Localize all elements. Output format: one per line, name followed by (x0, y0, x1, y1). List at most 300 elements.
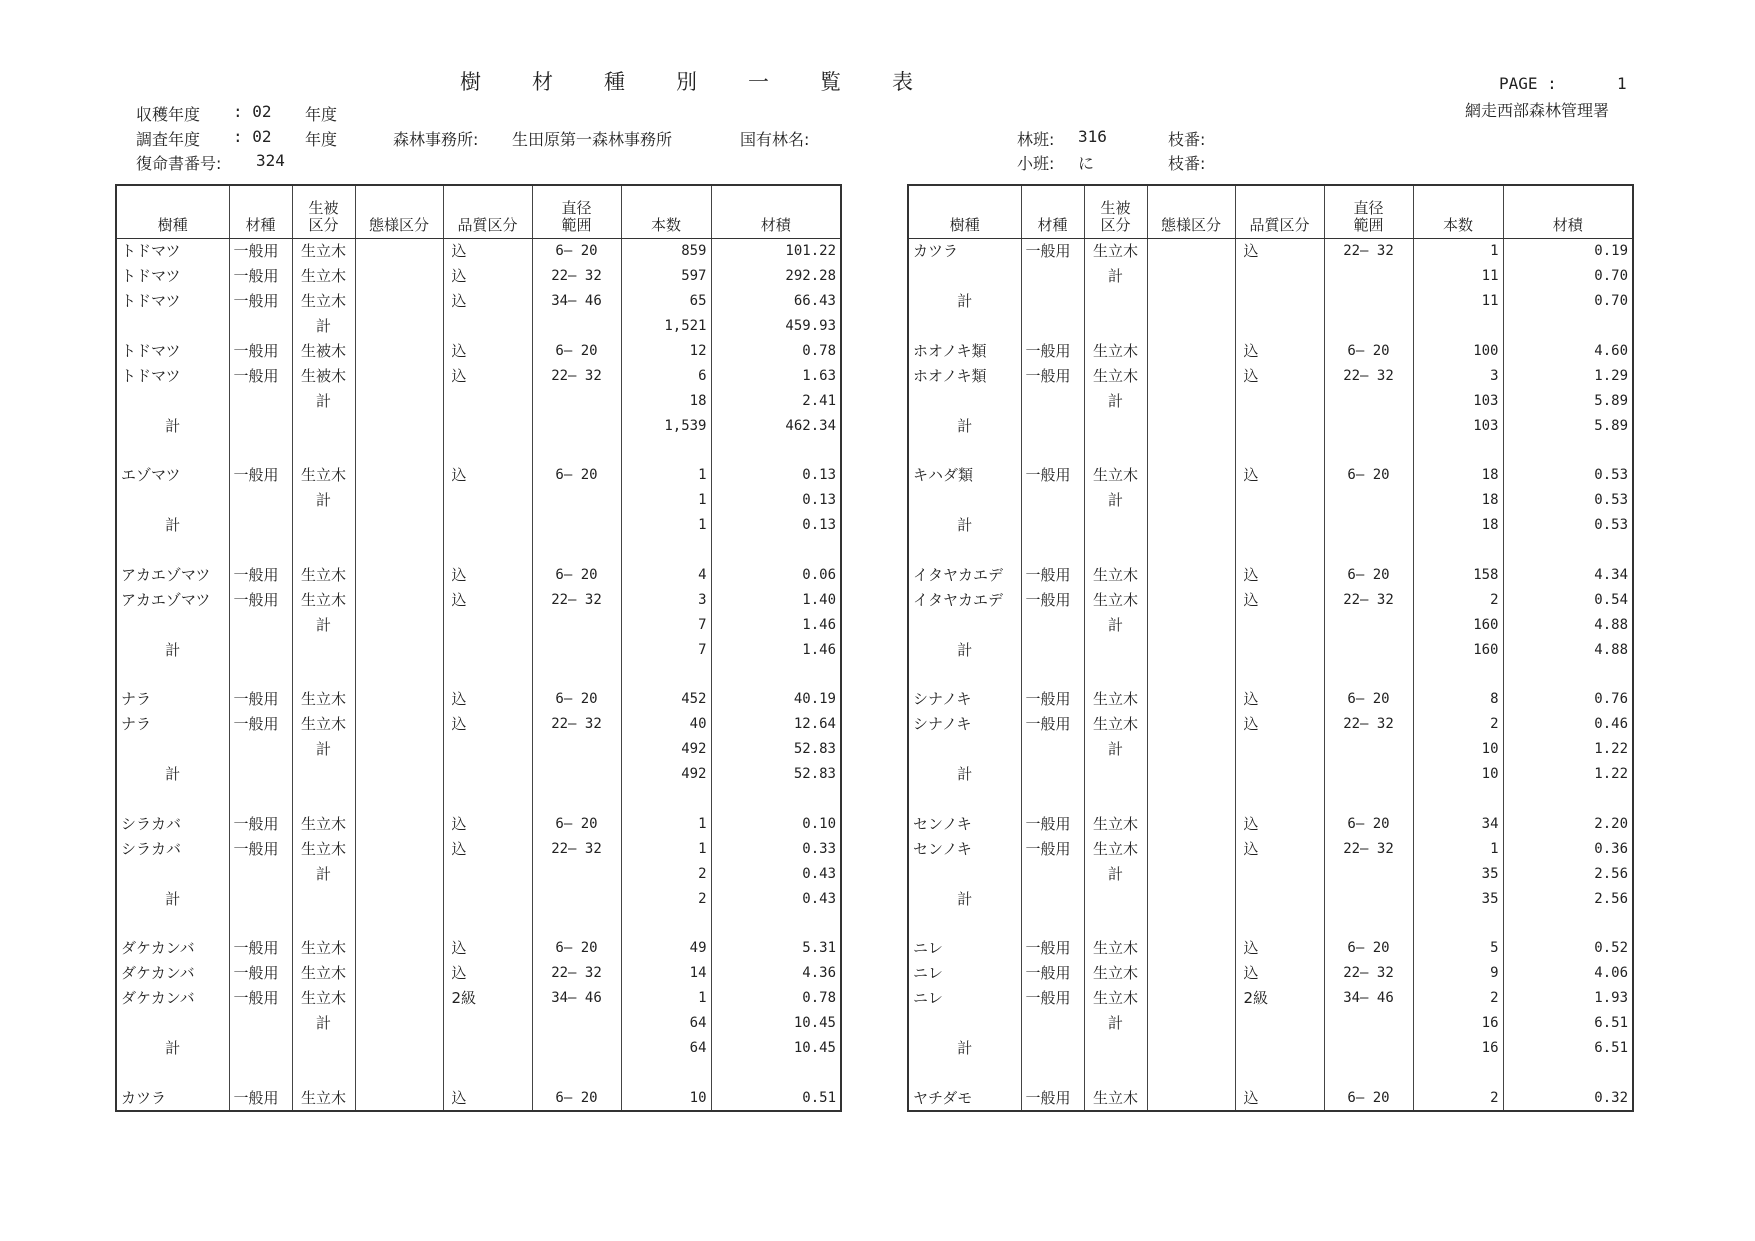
cell-species (908, 438, 1021, 463)
cell-count (1413, 662, 1503, 687)
cell-diameter: 6— 20 (532, 239, 621, 264)
cell-quality: 込 (443, 289, 532, 314)
cell-count (1413, 314, 1503, 339)
cell-status: 計 (1084, 388, 1147, 413)
cell-count: 18 (1413, 488, 1503, 513)
cell-status: 計 (292, 612, 355, 637)
cell-count: 1 (621, 836, 711, 861)
cell-status: 生立木 (292, 289, 355, 314)
cell-material (229, 488, 292, 513)
cell-species: 計 (908, 886, 1021, 911)
cell-form (1147, 289, 1235, 314)
cell-form (355, 1060, 443, 1085)
cell-status (1084, 662, 1147, 687)
cell-diameter: 6— 20 (532, 463, 621, 488)
cell-quality (1235, 1060, 1324, 1085)
cell-status: 生立木 (1084, 587, 1147, 612)
office-name: 網走西部森林管理署 (1465, 101, 1610, 120)
cell-diameter (1324, 612, 1413, 637)
cell-quality (443, 612, 532, 637)
cell-quality: 込 (1235, 339, 1324, 364)
cell-status: 生立木 (1084, 712, 1147, 737)
cell-quality (443, 388, 532, 413)
cell-form (1147, 1060, 1235, 1085)
cell-status (1084, 787, 1147, 812)
table-row (116, 612, 841, 637)
cell-diameter: 6— 20 (532, 811, 621, 836)
table-row (908, 1011, 1633, 1036)
cell-form (1147, 463, 1235, 488)
table-row (116, 538, 841, 563)
cell-form (1147, 587, 1235, 612)
cell-quality: 込 (443, 339, 532, 364)
cell-quality (1235, 513, 1324, 538)
cell-volume: 0.52 (1503, 936, 1633, 961)
cell-count: 4 (621, 563, 711, 588)
cell-count: 8 (1413, 687, 1503, 712)
cell-count: 597 (621, 264, 711, 289)
cell-quality (1235, 886, 1324, 911)
table-row (908, 264, 1633, 289)
cell-form (1147, 911, 1235, 936)
cell-form (355, 1085, 443, 1111)
cell-volume: 0.78 (711, 986, 841, 1011)
cell-volume (1503, 438, 1633, 463)
cell-status: 計 (1084, 264, 1147, 289)
cell-diameter: 22— 32 (532, 712, 621, 737)
cell-diameter: 6— 20 (1324, 563, 1413, 588)
cell-species: トドマツ (116, 264, 229, 289)
cell-status (292, 762, 355, 787)
cell-status (292, 413, 355, 438)
cell-count: 35 (1413, 861, 1503, 886)
cell-status (1084, 289, 1147, 314)
cell-species (908, 737, 1021, 762)
col-diameter-line1: 直径 (1353, 199, 1384, 217)
cell-count: 18 (1413, 513, 1503, 538)
cell-quality: 込 (1235, 1085, 1324, 1111)
cell-form (355, 264, 443, 289)
cell-count: 100 (1413, 339, 1503, 364)
cell-volume: 0.76 (1503, 687, 1633, 712)
cell-diameter (1324, 314, 1413, 339)
cell-quality: 込 (1235, 712, 1324, 737)
cell-form (355, 861, 443, 886)
cell-species: イタヤカエデ (908, 563, 1021, 588)
cell-diameter: 6— 20 (1324, 463, 1413, 488)
cell-volume: 1.46 (711, 637, 841, 662)
cell-diameter (1324, 662, 1413, 687)
cell-species: トドマツ (116, 363, 229, 388)
cell-material (1021, 861, 1084, 886)
cell-volume: 0.43 (711, 886, 841, 911)
cell-material: 一般用 (1021, 687, 1084, 712)
cell-volume (1503, 538, 1633, 563)
cell-species (116, 787, 229, 812)
cell-status (292, 637, 355, 662)
table-row (116, 836, 841, 861)
cell-status (292, 438, 355, 463)
table-row (116, 936, 841, 961)
cell-status: 生立木 (292, 687, 355, 712)
cell-material (229, 314, 292, 339)
cell-volume (711, 911, 841, 936)
cell-form (1147, 687, 1235, 712)
cell-material (1021, 388, 1084, 413)
cell-form (355, 339, 443, 364)
table-row (908, 836, 1633, 861)
cell-form (355, 1011, 443, 1036)
cell-species (908, 264, 1021, 289)
cell-diameter: 22— 32 (532, 587, 621, 612)
cell-form (355, 936, 443, 961)
cell-material: 一般用 (229, 339, 292, 364)
cell-volume: 10.45 (711, 1011, 841, 1036)
sub-group-value: に (1078, 154, 1095, 173)
cell-volume: 459.93 (711, 314, 841, 339)
cell-diameter (1324, 538, 1413, 563)
cell-form (355, 836, 443, 861)
cell-quality: 込 (443, 687, 532, 712)
cell-volume: 5.89 (1503, 413, 1633, 438)
table-row (116, 563, 841, 588)
cell-status (292, 538, 355, 563)
cell-volume: 6.51 (1503, 1036, 1633, 1061)
cell-quality: 込 (1235, 961, 1324, 986)
cell-form (355, 587, 443, 612)
cell-diameter (1324, 1036, 1413, 1061)
report-title (460, 66, 964, 96)
col-status (1084, 185, 1147, 239)
cell-volume (711, 538, 841, 563)
cell-volume: 0.10 (711, 811, 841, 836)
cell-volume: 66.43 (711, 289, 841, 314)
table-row (908, 513, 1633, 538)
cell-diameter (1324, 388, 1413, 413)
cell-material: 一般用 (1021, 712, 1084, 737)
cell-status: 生立木 (292, 1085, 355, 1111)
col-status (292, 185, 355, 239)
cell-quality (443, 1060, 532, 1085)
cell-volume: 0.54 (1503, 587, 1633, 612)
cell-quality (443, 886, 532, 911)
cell-volume: 0.51 (711, 1085, 841, 1111)
cell-status: 計 (292, 737, 355, 762)
cell-diameter (532, 1011, 621, 1036)
cell-form (1147, 762, 1235, 787)
cell-diameter: 6— 20 (532, 563, 621, 588)
cell-status: 計 (292, 388, 355, 413)
cell-diameter (532, 637, 621, 662)
cell-material (229, 662, 292, 687)
cell-count: 10 (621, 1085, 711, 1111)
col-quality: 品質区分 (443, 185, 532, 239)
table-row (908, 413, 1633, 438)
col-diameter-line2: 範囲 (561, 216, 592, 234)
cell-quality (1235, 488, 1324, 513)
cell-form (1147, 961, 1235, 986)
cell-material (229, 388, 292, 413)
col-status-line1: 生被 (1100, 199, 1131, 217)
table-row (116, 289, 841, 314)
cell-count (1413, 1060, 1503, 1085)
cell-status: 生立木 (292, 836, 355, 861)
table-row (908, 787, 1633, 812)
cell-quality: 2級 (443, 986, 532, 1011)
cell-diameter: 22— 32 (532, 961, 621, 986)
cell-count: 2 (1413, 1085, 1503, 1111)
cell-diameter (1324, 737, 1413, 762)
cell-form (355, 811, 443, 836)
cell-form (355, 538, 443, 563)
cell-status: 生立木 (292, 986, 355, 1011)
cell-count: 5 (1413, 936, 1503, 961)
cell-quality: 込 (443, 363, 532, 388)
cell-quality (443, 314, 532, 339)
cell-count: 7 (621, 612, 711, 637)
cell-species: シラカバ (116, 836, 229, 861)
cell-species (116, 1060, 229, 1085)
table-row (908, 1085, 1633, 1111)
cell-volume: 2.41 (711, 388, 841, 413)
cell-count: 492 (621, 762, 711, 787)
table-row (116, 413, 841, 438)
cell-diameter: 6— 20 (532, 339, 621, 364)
cell-material: 一般用 (229, 363, 292, 388)
cell-count (621, 911, 711, 936)
cell-species: ホオノキ類 (908, 363, 1021, 388)
cell-count: 65 (621, 289, 711, 314)
cell-count: 7 (621, 637, 711, 662)
cell-material (1021, 1036, 1084, 1061)
table-row (116, 861, 841, 886)
cell-quality (1235, 637, 1324, 662)
cell-diameter (532, 538, 621, 563)
cell-count: 6 (621, 363, 711, 388)
cell-quality (1235, 538, 1324, 563)
cell-status: 生立木 (292, 936, 355, 961)
cell-quality (443, 538, 532, 563)
cell-form (355, 687, 443, 712)
cell-material (1021, 289, 1084, 314)
cell-status: 生立木 (292, 264, 355, 289)
cell-volume: 292.28 (711, 264, 841, 289)
cell-volume (1503, 662, 1633, 687)
cell-status (292, 911, 355, 936)
cell-count: 35 (1413, 886, 1503, 911)
cell-diameter: 22— 32 (1324, 712, 1413, 737)
title-char: 表 (892, 70, 913, 94)
cell-quality (1235, 861, 1324, 886)
cell-status: 計 (1084, 737, 1147, 762)
cell-quality (443, 637, 532, 662)
cell-material (229, 1060, 292, 1085)
cell-species: 計 (908, 413, 1021, 438)
cell-count: 11 (1413, 264, 1503, 289)
cell-material (229, 413, 292, 438)
cell-quality (1235, 388, 1324, 413)
cell-diameter: 22— 32 (1324, 239, 1413, 264)
col-species: 樹種 (908, 185, 1021, 239)
col-material: 材種 (229, 185, 292, 239)
cell-quality: 込 (1235, 687, 1324, 712)
title-char: 樹 (460, 70, 481, 94)
cell-material (1021, 1060, 1084, 1085)
cell-species: 計 (908, 513, 1021, 538)
cell-material (1021, 538, 1084, 563)
cell-quality: 込 (1235, 563, 1324, 588)
cell-count: 14 (621, 961, 711, 986)
cell-volume: 1.93 (1503, 986, 1633, 1011)
cell-diameter: 6— 20 (1324, 936, 1413, 961)
cell-count: 10 (1413, 737, 1503, 762)
cell-species (908, 787, 1021, 812)
forest-office-label: 森林事務所: (393, 130, 479, 149)
cell-species: アカエゾマツ (116, 587, 229, 612)
cell-form (355, 961, 443, 986)
cell-volume: 1.40 (711, 587, 841, 612)
cell-count: 10 (1413, 762, 1503, 787)
table-row (116, 762, 841, 787)
cell-count: 103 (1413, 413, 1503, 438)
cell-status (1084, 762, 1147, 787)
cell-species (908, 1011, 1021, 1036)
cell-species: イタヤカエデ (908, 587, 1021, 612)
cell-count: 64 (621, 1036, 711, 1061)
cell-count: 3 (1413, 363, 1503, 388)
cell-species: エゾマツ (116, 463, 229, 488)
cell-count (1413, 787, 1503, 812)
table-row (116, 961, 841, 986)
cell-material (229, 762, 292, 787)
forest-group-value: 316 (1078, 127, 1107, 146)
cell-species: センノキ (908, 836, 1021, 861)
cell-diameter (1324, 289, 1413, 314)
cell-count: 9 (1413, 961, 1503, 986)
cell-form (355, 911, 443, 936)
cell-volume: 1.29 (1503, 363, 1633, 388)
cell-form (1147, 339, 1235, 364)
table-row (116, 662, 841, 687)
harvest-year-value: : 02 (233, 102, 272, 121)
cell-species (116, 911, 229, 936)
table-row (116, 1036, 841, 1061)
table-row (116, 637, 841, 662)
cell-material: 一般用 (229, 1085, 292, 1111)
cell-material: 一般用 (229, 239, 292, 264)
cell-count: 1,539 (621, 413, 711, 438)
cell-diameter (532, 513, 621, 538)
cell-volume: 1.22 (1503, 737, 1633, 762)
cell-quality: 込 (443, 712, 532, 737)
col-status-line2: 区分 (308, 216, 339, 234)
cell-quality (1235, 314, 1324, 339)
cell-volume: 6.51 (1503, 1011, 1633, 1036)
cell-material: 一般用 (229, 289, 292, 314)
cell-status (1084, 637, 1147, 662)
cell-quality (1235, 289, 1324, 314)
cell-count: 2 (1413, 986, 1503, 1011)
left-table-body (116, 239, 841, 1112)
cell-count: 1 (621, 513, 711, 538)
cell-material: 一般用 (229, 712, 292, 737)
cell-status: 生被木 (292, 339, 355, 364)
cell-diameter: 6— 20 (1324, 1085, 1413, 1111)
table-row (908, 861, 1633, 886)
cell-status (292, 886, 355, 911)
cell-material (1021, 762, 1084, 787)
cell-volume: 462.34 (711, 413, 841, 438)
cell-volume: 52.83 (711, 737, 841, 762)
cell-material: 一般用 (229, 687, 292, 712)
cell-diameter (532, 911, 621, 936)
cell-diameter (532, 438, 621, 463)
cell-material: 一般用 (1021, 1085, 1084, 1111)
cell-quality: 込 (443, 811, 532, 836)
cell-form (355, 712, 443, 737)
cell-quality: 込 (443, 1085, 532, 1111)
cell-material: 一般用 (229, 936, 292, 961)
cell-diameter: 6— 20 (532, 687, 621, 712)
cell-count (1413, 911, 1503, 936)
cell-form (1147, 612, 1235, 637)
cell-species (116, 1011, 229, 1036)
col-diameter-line1: 直径 (561, 199, 592, 217)
table-row (116, 1085, 841, 1111)
table-row (908, 712, 1633, 737)
table-row (908, 762, 1633, 787)
cell-count: 40 (621, 712, 711, 737)
cell-quality (1235, 612, 1324, 637)
cell-form (1147, 712, 1235, 737)
cell-quality: 込 (1235, 363, 1324, 388)
cell-form (355, 787, 443, 812)
table-row (908, 363, 1633, 388)
col-species: 樹種 (116, 185, 229, 239)
cell-volume (1503, 787, 1633, 812)
title-char: 種 (604, 70, 625, 94)
cell-species (908, 612, 1021, 637)
cell-volume: 0.70 (1503, 264, 1633, 289)
cell-species: シナノキ (908, 712, 1021, 737)
branch-label-2: 枝番: (1168, 154, 1206, 173)
cell-quality (443, 488, 532, 513)
cell-form (355, 737, 443, 762)
table-row (116, 811, 841, 836)
cell-diameter: 22— 32 (532, 264, 621, 289)
cell-material: 一般用 (229, 986, 292, 1011)
cell-quality (443, 662, 532, 687)
cell-quality (443, 513, 532, 538)
cell-species: センノキ (908, 811, 1021, 836)
cell-form (355, 239, 443, 264)
left-header-row (116, 185, 841, 239)
cell-quality: 込 (1235, 811, 1324, 836)
cell-volume (1503, 911, 1633, 936)
table-row (116, 264, 841, 289)
cell-material (1021, 886, 1084, 911)
cell-material (229, 1036, 292, 1061)
cell-status: 生立木 (292, 712, 355, 737)
table-row (908, 239, 1633, 264)
cell-volume (711, 787, 841, 812)
cell-count: 452 (621, 687, 711, 712)
cell-species: トドマツ (116, 239, 229, 264)
cell-form (1147, 787, 1235, 812)
table-row (908, 463, 1633, 488)
cell-species: シナノキ (908, 687, 1021, 712)
cell-form (1147, 936, 1235, 961)
